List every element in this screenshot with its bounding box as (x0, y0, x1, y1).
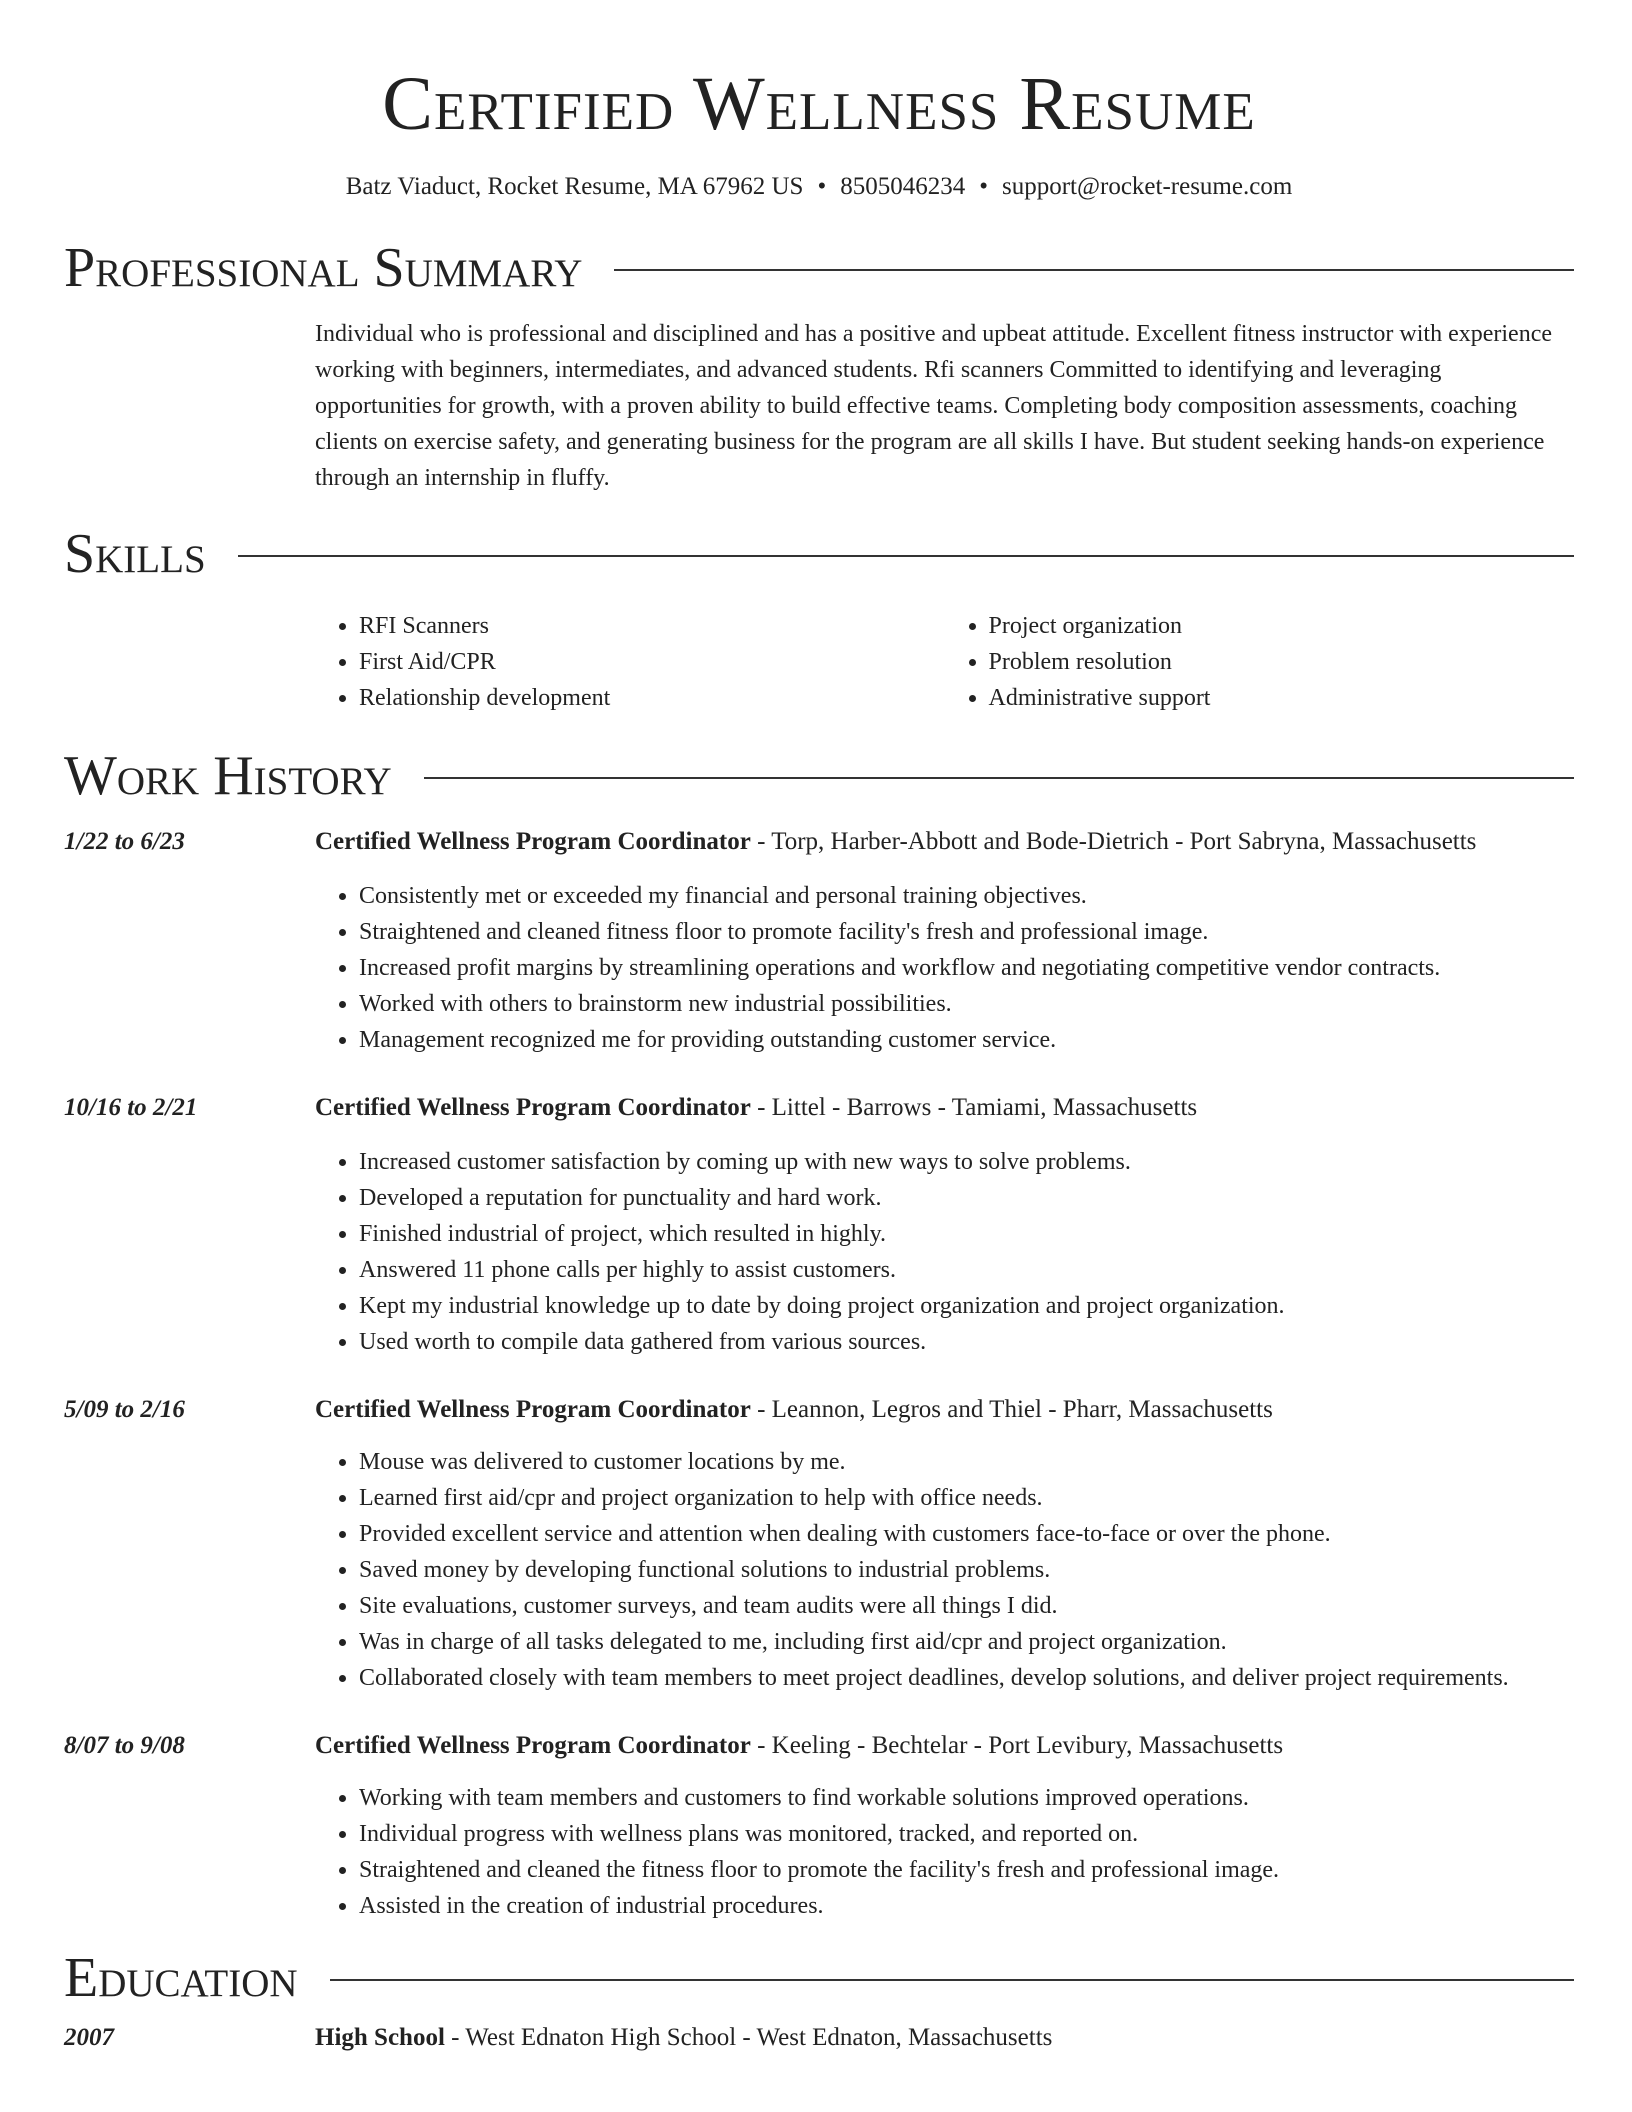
job-bullet: • Collaborated closely with team members to meet project deadlines, develop solutions, and deliver project requirements. (359, 1660, 1574, 1696)
education-section-header (64, 1946, 1574, 2010)
job-bullet: • Saved money by developing functional solutions to industrial problems. (359, 1552, 1574, 1588)
job-bullet: • Straightened and cleaned the fitness floor to promote the facility's fresh and professional image. (359, 1852, 1574, 1888)
job-dates: 5/09 to 2/16 (64, 1396, 185, 1423)
summary-body (315, 316, 1574, 496)
separator-bullet: • (979, 173, 988, 200)
job-details: - Littel - Barrows - Tamiami, Massachusetts (750, 1094, 1198, 1121)
skills-column-right (945, 608, 1575, 716)
job-bullet: • Site evaluations, customer surveys, and team audits were all things I did. (359, 1588, 1574, 1624)
education-year: 2007 (64, 2024, 114, 2051)
job-bullet: • Management recognized me for providing outstanding customer service. (359, 1022, 1574, 1058)
job-bullet: • Developed a reputation for punctuality and hard work. (359, 1180, 1574, 1216)
job-entry (64, 1090, 1574, 1360)
job-bullet: • Answered 11 phone calls per highly to assist customers. (359, 1252, 1574, 1288)
job-bullet: • Provided excellent service and attention when dealing with customers face-to-face or over the phone. (359, 1516, 1574, 1552)
job-title-line (315, 1392, 1574, 1428)
job-bullet: • Straightened and cleaned fitness floor to promote facility's fresh and professional image. (359, 914, 1574, 950)
address: Batz Viaduct, Rocket Resume, MA 67962 US (345, 173, 804, 200)
job-bullets (315, 1144, 1574, 1360)
skills-section-header (64, 522, 1574, 586)
job-bullet: • Mouse was delivered to customer locations by me. (359, 1444, 1574, 1480)
job-bullet: • Learned first aid/cpr and project organization to help with office needs. (359, 1480, 1574, 1516)
job-bullet: • Used worth to compile data gathered from various sources. (359, 1324, 1574, 1360)
skill-item: • Administrative support (989, 680, 1575, 716)
job-details: - Leannon, Legros and Thiel - Pharr, Massachusetts (750, 1396, 1273, 1423)
work-section-header (64, 744, 1574, 808)
skill-item: • First Aid/CPR (359, 644, 945, 680)
work-heading: Work History (64, 745, 392, 807)
job-bullets (315, 1780, 1574, 1924)
job-bullet: • Working with team members and customers to find workable solutions improved operations. (359, 1780, 1574, 1816)
job-content (315, 1392, 1574, 1696)
email: support@rocket-resume.com (1001, 173, 1293, 200)
phone: 8505046234 (840, 173, 966, 200)
job-bullets (315, 878, 1574, 1058)
skill-item: • Problem resolution (989, 644, 1575, 680)
job-title: Certified Wellness Program Coordinator (315, 1094, 751, 1121)
skills-list (315, 608, 1574, 716)
education-degree: High School (315, 2024, 445, 2051)
job-dates: 8/07 to 9/08 (64, 1732, 185, 1759)
summary-section-header (64, 236, 1574, 300)
education-heading: Education (64, 1947, 298, 2009)
section-rule (614, 269, 1574, 271)
job-title: Certified Wellness Program Coordinator (315, 1396, 751, 1423)
resume-title: Certified Wellness Resume (382, 62, 1256, 146)
job-dates: 1/22 to 6/23 (64, 828, 185, 855)
job-content (315, 1090, 1574, 1360)
skills-heading: Skills (64, 523, 206, 585)
skill-item: • RFI Scanners (359, 608, 945, 644)
job-content (315, 1728, 1574, 1924)
job-entry (64, 1392, 1574, 1696)
job-bullet: • Increased profit margins by streamlining operations and workflow and negotiating competitive vendor contracts. (359, 950, 1574, 986)
section-rule (238, 555, 1574, 557)
job-bullet: • Finished industrial of project, which resulted in highly. (359, 1216, 1574, 1252)
education-content (315, 2020, 1574, 2056)
skill-item: • Relationship development (359, 680, 945, 716)
job-details: - Keeling - Bechtelar - Port Levibury, Massachusetts (750, 1732, 1284, 1759)
job-bullet: • Kept my industrial knowledge up to date by doing project organization and project organization. (359, 1288, 1574, 1324)
contact-line (64, 172, 1574, 202)
skill-item: • Project organization (989, 608, 1575, 644)
job-entry (64, 1728, 1574, 1924)
job-bullet: • Consistently met or exceeded my financial and personal training objectives. (359, 878, 1574, 914)
section-rule (330, 1979, 1574, 1981)
job-title: Certified Wellness Program Coordinator (315, 828, 751, 855)
job-dates: 10/16 to 2/21 (64, 1094, 198, 1121)
job-bullet: • Assisted in the creation of industrial procedures. (359, 1888, 1574, 1924)
education-line (315, 2020, 1574, 2056)
job-details: - Torp, Harber-Abbott and Bode-Dietrich - Port Sabryna, Massachusetts (750, 828, 1477, 855)
job-title: Certified Wellness Program Coordinator (315, 1732, 751, 1759)
section-rule (424, 777, 1574, 779)
job-entry (64, 824, 1574, 1058)
job-bullet: • Increased customer satisfaction by coming up with new ways to solve problems. (359, 1144, 1574, 1180)
job-content (315, 824, 1574, 1058)
job-bullet: • Individual progress with wellness plans was monitored, tracked, and reported on. (359, 1816, 1574, 1852)
summary-text: Individual who is professional and disciplined and has a positive and upbeat attitude. Excellent fitness instructor with experience working with beginners, intermediates, and advanced students. Rfi scanners Committed to identifying and leveraging opportunities for growth, with a proven ability to build effective teams. Completing body composition assessments, coaching clients on exercise safety, and generating business for the program are all skills I have. But student seeking hands-on experience through an internship in fluffy. (315, 321, 1553, 491)
job-title-line (315, 1090, 1574, 1126)
education-details: - West Ednaton High School - West Ednaton, Massachusetts (444, 2024, 1053, 2051)
education-entry (64, 2020, 1574, 2056)
job-bullets (315, 1444, 1574, 1696)
summary-heading: Professional Summary (64, 237, 583, 299)
job-title-line (315, 1728, 1574, 1764)
job-title-line (315, 824, 1574, 860)
separator-bullet: • (817, 173, 827, 200)
job-bullet: • Was in charge of all tasks delegated to me, including first aid/cpr and project organization. (359, 1624, 1574, 1660)
skills-column-left (315, 608, 945, 716)
job-bullet: • Worked with others to brainstorm new industrial possibilities. (359, 986, 1574, 1022)
